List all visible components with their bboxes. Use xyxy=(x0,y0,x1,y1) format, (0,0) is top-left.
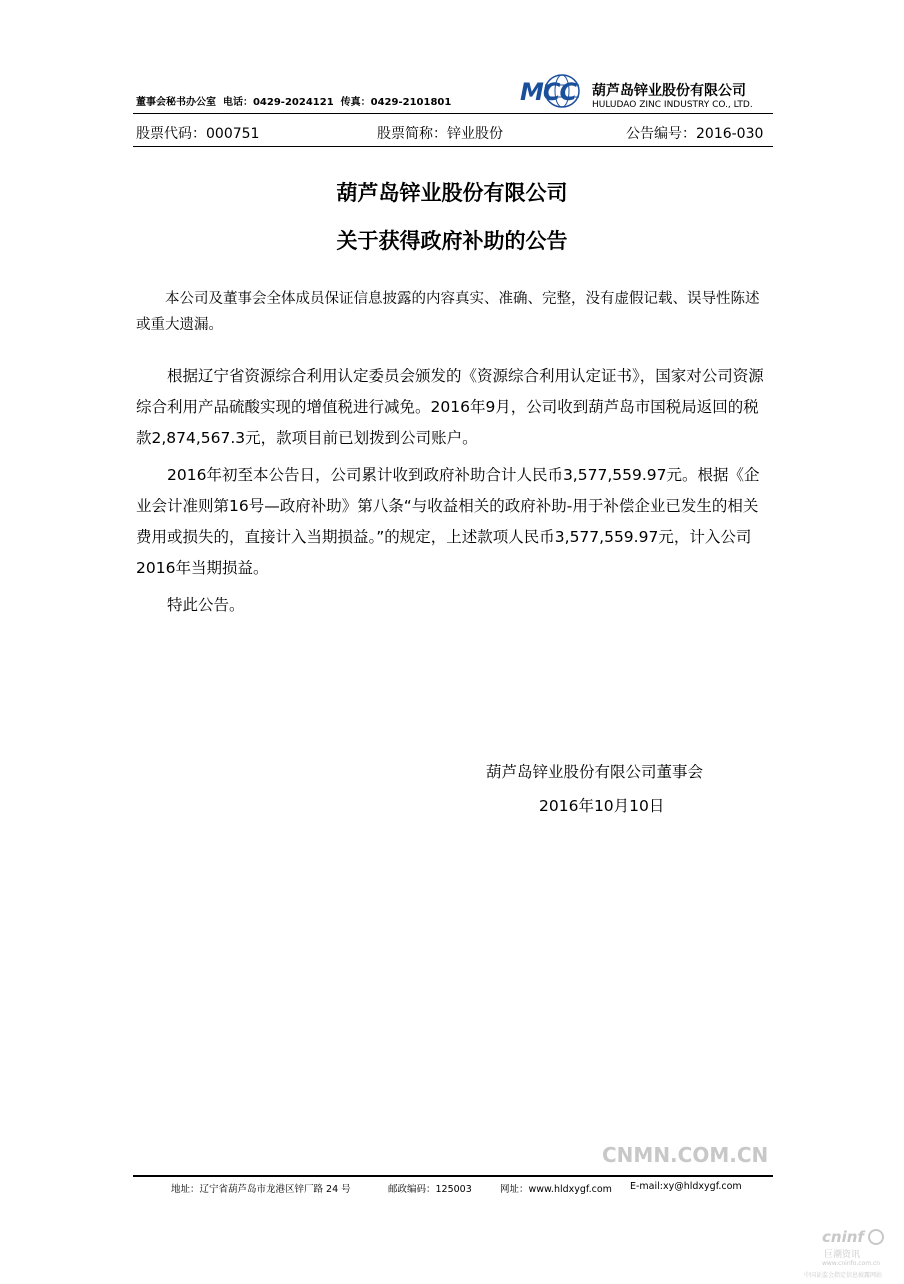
disclosure-statement xyxy=(136,286,772,338)
logo-mark: MCC xyxy=(520,78,577,106)
company-name-en: HULUDAO ZINC INDUSTRY CO., LTD. xyxy=(592,100,753,110)
cninfo-url: www.cninfo.com.cn xyxy=(822,1260,881,1267)
cninfo-tag: 中国证监会指定信息披露网站 xyxy=(804,1272,883,1279)
cninfo-cn: 巨潮资讯 xyxy=(824,1250,861,1260)
page-subtitle: 关于获得政府补助的公告 xyxy=(336,229,568,253)
company-logo xyxy=(520,73,590,109)
closing-text: 特此公告。 xyxy=(167,596,245,614)
company-name-cn: 葫芦岛锌业股份有限公司 xyxy=(592,83,746,99)
body-paragraph-1: 根据辽宁省资源综合利用认定委员会颁发的《资源综合利用认定证书》，国家对公司资源综合利用产品硫酸实现的增值税进行减免。2016年9月，公司收到葫芦岛市国税局返回的税款2,874,567.3元，款项目前已划拨到公司账户。 xyxy=(136,367,764,447)
notice-number: 公告编号：2016-030 xyxy=(626,126,764,142)
cnmn-watermark: CNMN.COM.CN xyxy=(602,1143,769,1167)
header-fax: 传真：0429-2101801 xyxy=(340,97,452,108)
footer-rule xyxy=(133,1175,773,1177)
signature-date: 2016年10月10日 xyxy=(539,797,665,815)
page-title: 葫芦岛锌业股份有限公司 xyxy=(336,181,568,205)
notice-body xyxy=(136,361,772,621)
stock-code: 股票代码：000751 xyxy=(136,126,260,142)
footer-postcode: 邮政编码：125003 xyxy=(388,1184,472,1195)
footer-address: 地址：辽宁省葫芦岛市龙港区锌厂路 24 号 xyxy=(171,1184,351,1195)
footer-website: 网址：www.hldxygf.com xyxy=(500,1184,612,1195)
header-contact xyxy=(136,93,451,108)
cninfo-logo-icon xyxy=(866,1228,886,1250)
header-phone: 电话：0429-2024121 xyxy=(222,97,334,108)
meta-rule xyxy=(133,146,773,147)
signature-org: 葫芦岛锌业股份有限公司董事会 xyxy=(486,763,704,781)
body-paragraph-2: 2016年初至本公告日，公司累计收到政府补助合计人民币3,577,559.97元。根据《企业会计准则第16号—政府补助》第八条“与收益相关的政府补助-用于补偿企业已发生的相关费用或损失的，直接计入当期损益。”的规定，上述款项人民币3,577,559.97元，计入公司2016年当期损益。 xyxy=(136,466,760,577)
cninfo-watermark: cninf xyxy=(822,1228,864,1246)
header-office: 董事会秘书办公室 xyxy=(136,97,216,108)
statement-text: 本公司及董事会全体成员保证信息披露的内容真实、准确、完整，没有虚假记载、误导性陈述或重大遗漏。 xyxy=(136,291,760,333)
footer-email: E-mail:xy@hldxygf.com xyxy=(630,1181,742,1192)
header-rule xyxy=(133,113,773,114)
stock-abbr: 股票简称：锌业股份 xyxy=(377,126,503,142)
